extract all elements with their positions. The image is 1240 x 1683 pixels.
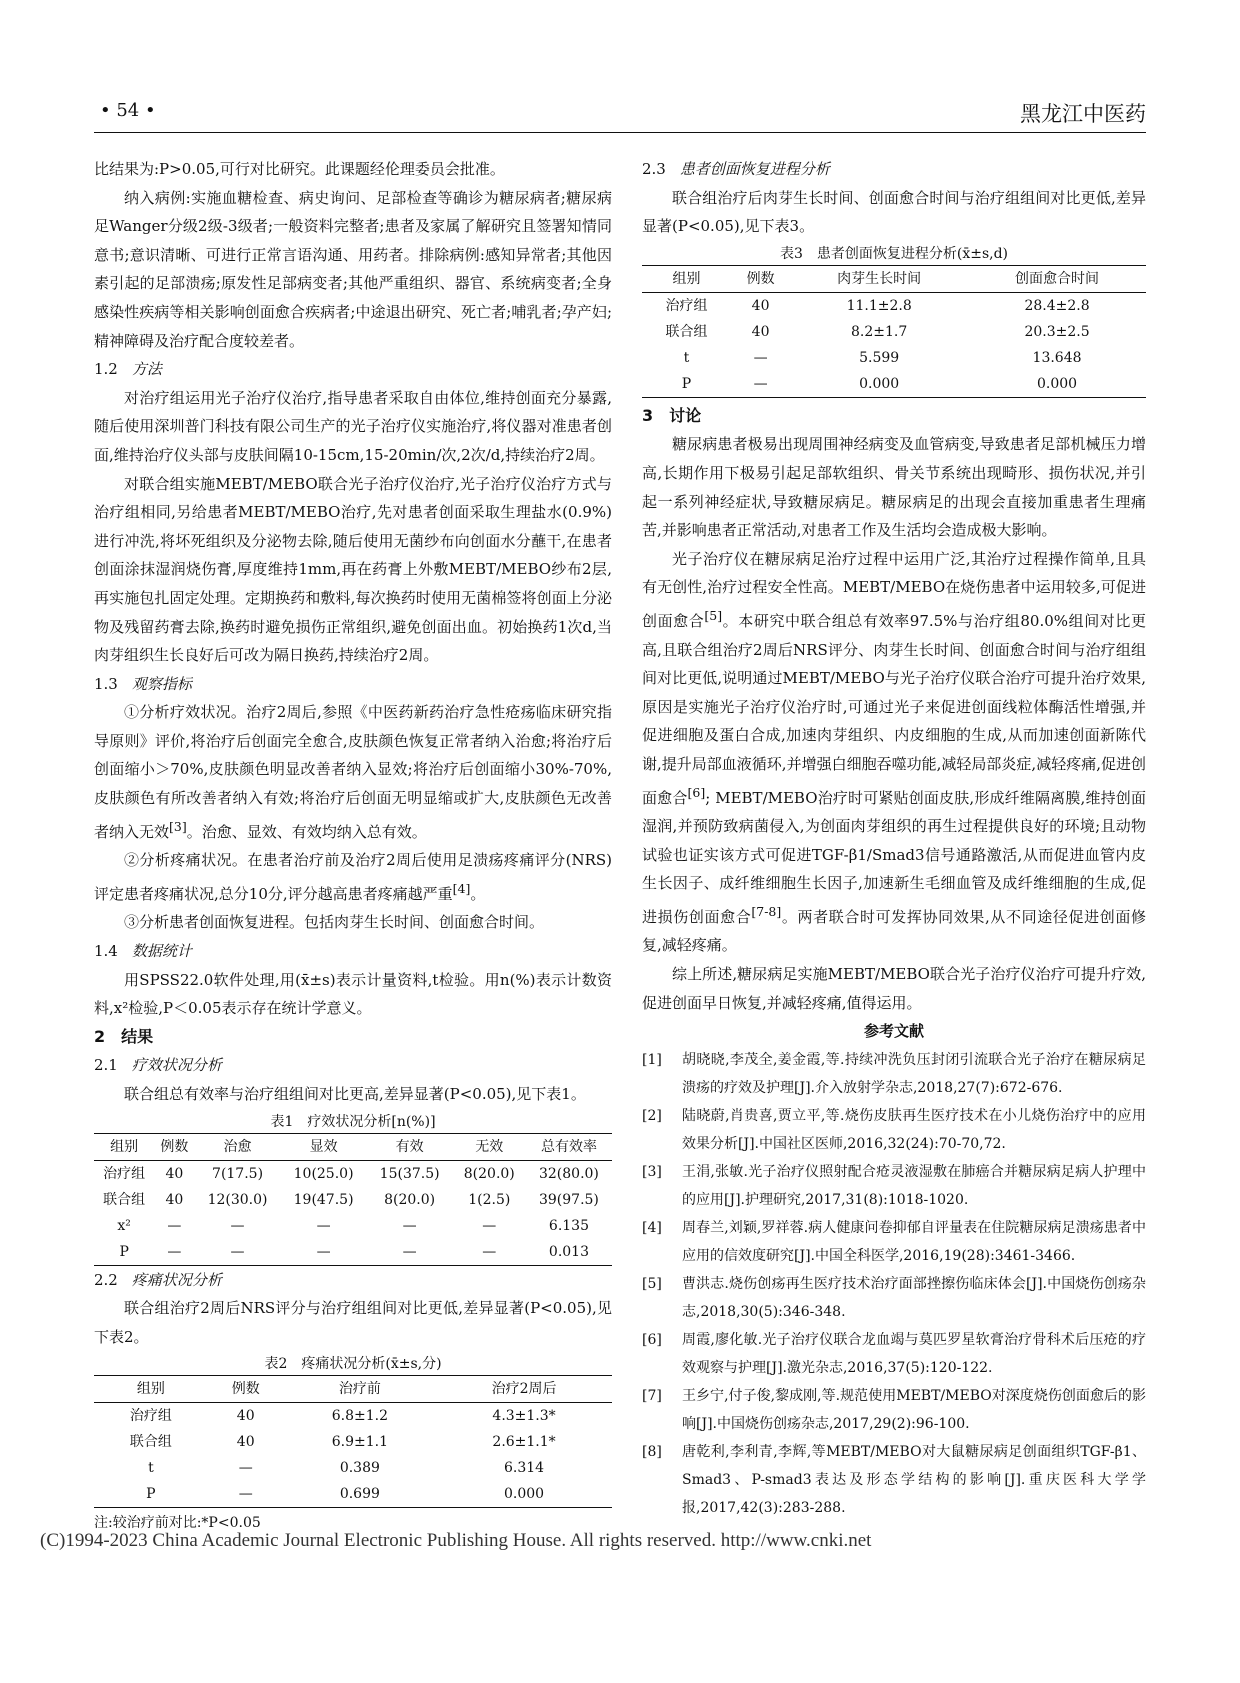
- paragraph: 比结果为:P>0.05,可行对比研究。此课题经伦理委员会批准。: [94, 160, 505, 178]
- table-caption: 表3 患者创面恢复进程分析(x̄±s,d): [779, 245, 1009, 262]
- reference-item: [5] 曹洪志.烧伤创疡再生医疗技术治疗面部挫擦伤临床体会[J].中国烧伤创疡杂志,2018,30(5):346-348.: [642, 1275, 1146, 1320]
- paragraph: ①分析疗效状况。治疗2周后,参照《中医药新药治疗急性疮疡临床研究指导原则》评价,将治疗后创面完全愈合,皮肤颜色恢复正常者纳入治愈;将治疗后创面缩小＞70%,皮肤颜色明显改善者纳入显效;将治疗后创面缩小30%-70%,皮肤颜色有所改善者纳入有效;将治疗后创面无明显缩或扩大,皮肤颜色无改善者纳入无效[3]。治愈、显效、有效均纳入总有效。: [94, 703, 612, 841]
- section-heading: 2 结果: [94, 1026, 154, 1046]
- table-row: P — 0.000 0.000: [681, 375, 1078, 392]
- table-row: P — 0.699 0.000: [146, 1486, 545, 1503]
- table-row: 治疗组 40 7(17.5) 10(25.0) 15(37.5) 8(20.0) 32(80.0): [103, 1165, 599, 1182]
- section-heading: 1.3 观察指标: [94, 674, 192, 693]
- page-number: • 54 •: [100, 100, 156, 121]
- table-pain: [94, 1375, 612, 1508]
- reference-item: [3] 王涓,张敏.光子治疗仪照射配合疮灵液湿敷在肺癌合并糖尿病足病人护理中的应用[J].护理研究,2017,31(8):1018-1020.: [642, 1163, 1146, 1208]
- table-header-row: 组别 例数 治愈 显效 有效 无效 总有效率: [94, 1133, 612, 1160]
- table-row: t — 0.389 6.314: [148, 1460, 545, 1477]
- reference-item: [4] 周春兰,刘颖,罗祥蓉.病人健康问卷抑郁自评量表在住院糖尿病足溃疡患者中应用的信效度研究[J].中国全科医学,2016,19(28):3461-3466.: [642, 1219, 1146, 1264]
- paragraph: 联合组治疗后肉芽生长时间、创面愈合时间与治疗组组间对比更低,差异显著(P<0.05),见下表3。: [642, 188, 1146, 236]
- copyright-footer: (C)1994-2023 China Academic Journal Electronic Publishing House. All rights reserved. http://www.cnki.net: [40, 1530, 872, 1551]
- table-caption: 表1 疗效状况分析[n(%)]: [270, 1113, 436, 1130]
- left-column: [94, 155, 612, 1534]
- paragraph: 光子治疗仪在糖尿病足治疗过程中运用广泛,其治疗过程操作简单,且具有无创性,治疗过程安全性高。MEBT/MEBO在烧伤患者中运用较多,可促进创面愈合[5]。本研究中联合组总有效率97.5%与治疗组80.0%组间对比更高,且联合组治疗2周后NRS评分、肉芽生长时间、创面愈合时间与治疗组组间对比更低,说明通过MEBT/MEBO与光子治疗仪联合治疗可提升治疗效果,原因是实施光子治疗仪治疗时,可通过光子来促进创面线粒体酶活性增强,并促进细胞及蛋白合成,加速肉芽组织、内皮细胞的生成,从而加速创面新陈代谢,提升局部血液循环,并增强白细胞吞噬功能,减轻局部炎症,减轻疼痛,促进创面愈合[6]; MEBT/MEBO治疗时可紧贴创面皮肤,形成纤维隔离膜,维持创面湿润,并预防致病菌侵入,为创面肉芽组织的再生过程提供良好的环境;且动物试验也证实该方式可促进TGF-β1/Smad3信号通路激活,从而促进血管内皮生长因子、成纤维细胞生长因子,加速新生毛细血管及成纤维细胞的生成,促进损伤创面愈合[7-8]。两者联合时可发挥协同效果,从不同途径促进创面修复,减轻疼痛。: [642, 549, 1146, 955]
- right-column: [642, 155, 1146, 1522]
- inclusion-criteria: 纳入病例:实施血糖检查、病史询问、足部检查等确诊为糖尿病者;糖尿病足Wanger分级2级-3级者;一般资料完整者;患者及家属了解研究且签署知情同意书;意识清晰、可进行正常言语沟通、用药者。排除病例:感知异常者;其他因素引起的足部溃疡;原发性足部病变者;其他严重组织、器官、系统病变者;全身感染性疾病等相关影响创面愈合疾病者;中途退出研究、死亡者;哺乳者;孕产妇;精神障碍及治疗配合度较差者。: [94, 188, 612, 350]
- paragraph: 联合组治疗2周后NRS评分与治疗组组间对比更低,差异显著(P<0.05),见下表2。: [94, 1299, 612, 1346]
- paragraph: 联合组总有效率与治疗组组间对比更高,差异显著(P<0.05),见下表1。: [124, 1085, 586, 1103]
- reference-item: [2] 陆晓蔚,肖贵喜,贾立平,等.烧伤皮肤再生医疗技术在小儿烧伤治疗中的应用效果分析[J].中国社区医师,2016,32(24):70-70,72.: [642, 1107, 1146, 1152]
- table-row: P — — — — — 0.013: [119, 1243, 589, 1260]
- table-row: t — 5.599 13.648: [683, 349, 1082, 366]
- citation: [4]: [452, 880, 471, 896]
- reference-item: [1] 胡晓晓,李茂全,姜金霞,等.持续冲洗负压封闭引流联合光子治疗在糖尿病足溃疡的疗效及护理[J].介入放射学杂志,2018,27(7):672-676.: [642, 1051, 1146, 1096]
- table-row: 治疗组 40 11.1±2.8 28.4±2.8: [665, 297, 1090, 314]
- paragraph: 糖尿病患者极易出现周围神经病变及血管病变,导致患者足部机械压力增高,长期作用下极易引起足部软组织、骨关节系统出现畸形、损伤状况,并引起一系列神经症状,导致糖尿病足。糖尿病足的出现会直接加重患者生理痛苦,并影响患者正常活动,对患者工作及生活均会造成极大影响。: [642, 435, 1146, 540]
- table-note: 注:较治疗前对比:*P<0.05: [94, 1515, 261, 1532]
- section-heading: 2.2 疼痛状况分析: [94, 1270, 222, 1289]
- citation: [6]: [687, 784, 706, 800]
- table-header-row: 组别 例数 治疗前 治疗2周后: [94, 1376, 612, 1403]
- section-heading: 1.2 方法: [94, 360, 162, 379]
- paragraph: 对治疗组运用光子治疗仪治疗,指导患者采取自由体位,维持创面充分暴露,随后使用深圳普门科技有限公司生产的光子治疗仪实施治疗,将仪器对准患者创面,维持治疗仪头部与皮肤间隔10-15cm,15-20min/次,2次/d,持续治疗2周。: [94, 388, 612, 464]
- paragraph: 对联合组实施MEBT/MEBO联合光子治疗仪治疗,光子治疗仪治疗方式与治疗组相同,另给患者MEBT/MEBO治疗,先对患者创面采取生理盐水(0.9%)进行冲洗,将坏死组织及分泌物去除,随后使用无菌纱布向创面水分蘸干,在患者创面涂抹湿润烧伤膏,厚度维持1mm,再在药膏上外敷MEBT/MEBO纱布2层,再实施包扎固定处理。定期换药和敷料,每次换药时使用无菌棉签将创面上分泌物及残留药膏去除,换药时避免损伤正常组织,避免创面出血。初始换药1次d,当肉芽组织生长良好后可改为隔日换药,持续治疗2周。: [94, 474, 612, 665]
- section-heading: 2.3 患者创面恢复进程分析: [642, 160, 830, 178]
- citation: [3]: [169, 818, 187, 834]
- table-caption: 表2 疼痛状况分析(x̄±s,分): [264, 1356, 442, 1373]
- table-recovery: [642, 265, 1146, 398]
- section-heading: 2.1 疗效状况分析: [94, 1056, 222, 1075]
- journal-name: 黑龙江中医药: [1020, 102, 1146, 126]
- paragraph: 综上所述,糖尿病足实施MEBT/MEBO联合光子治疗仪治疗可提升疗效,促进创面早日恢复,并减轻疼痛,值得运用。: [642, 965, 1146, 1012]
- table-row: 治疗组 40 6.8±1.2 4.3±1.3*: [129, 1408, 556, 1425]
- references-heading: 参考文献: [863, 1022, 924, 1041]
- table-row: 联合组 40 6.9±1.1 2.6±1.1*: [129, 1434, 556, 1451]
- table-row: 联合组 40 12(30.0) 19(47.5) 8(20.0) 1(2.5) 39(97.5): [103, 1191, 599, 1208]
- reference-list: [642, 1046, 1146, 1522]
- table-efficacy: [94, 1133, 612, 1266]
- table-header-row: 组别 例数 肉芽生长时间 创面愈合时间: [642, 265, 1146, 292]
- reference-item: [8] 唐乾利,李利青,李辉,等MEBT/MEBO对大鼠糖尿病足创面组织TGF-β1、Smad3、P-smad3表达及形态学结构的影响[J].重庆医科大学学报,2017,42(3):283-288.: [642, 1443, 1146, 1516]
- table-row: 联合组 40 8.2±1.7 20.3±2.5: [665, 323, 1090, 340]
- page-header: [94, 100, 1146, 133]
- paragraph: ②分析疼痛状况。在患者治疗前及治疗2周后使用足溃疡疼痛评分(NRS)评定患者疼痛状况,总分10分,评分越高患者疼痛越严重[4]。: [94, 851, 612, 903]
- citation: [5]: [704, 607, 723, 623]
- paragraph: ③分析患者创面恢复进程。包括肉芽生长时间、创面愈合时间。: [124, 913, 545, 932]
- reference-item: [6] 周霞,廖化敏.光子治疗仪联合龙血竭与莫匹罗星软膏治疗骨科术后压疮的疗效观察与护理[J].激光杂志,2016,37(5):120-122.: [642, 1331, 1146, 1376]
- paragraph: 用SPSS22.0软件处理,用(x̄±s)表示计量资料,t检验。用n(%)表示计数资料,x²检验,P＜0.05表示存在统计学意义。: [94, 970, 612, 1018]
- reference-item: [7] 王乡宁,付子俊,黎成刚,等.规范使用MEBT/MEBO对深度烧伤创面愈后的影响[J].中国烧伤创疡杂志,2017,29(2):96-100.: [642, 1387, 1146, 1432]
- section-heading: 1.4 数据统计: [94, 942, 192, 961]
- citation: [7-8]: [751, 903, 782, 919]
- section-heading: 3 讨论: [642, 405, 702, 425]
- table-row: x² — — — — — 6.135: [117, 1217, 589, 1234]
